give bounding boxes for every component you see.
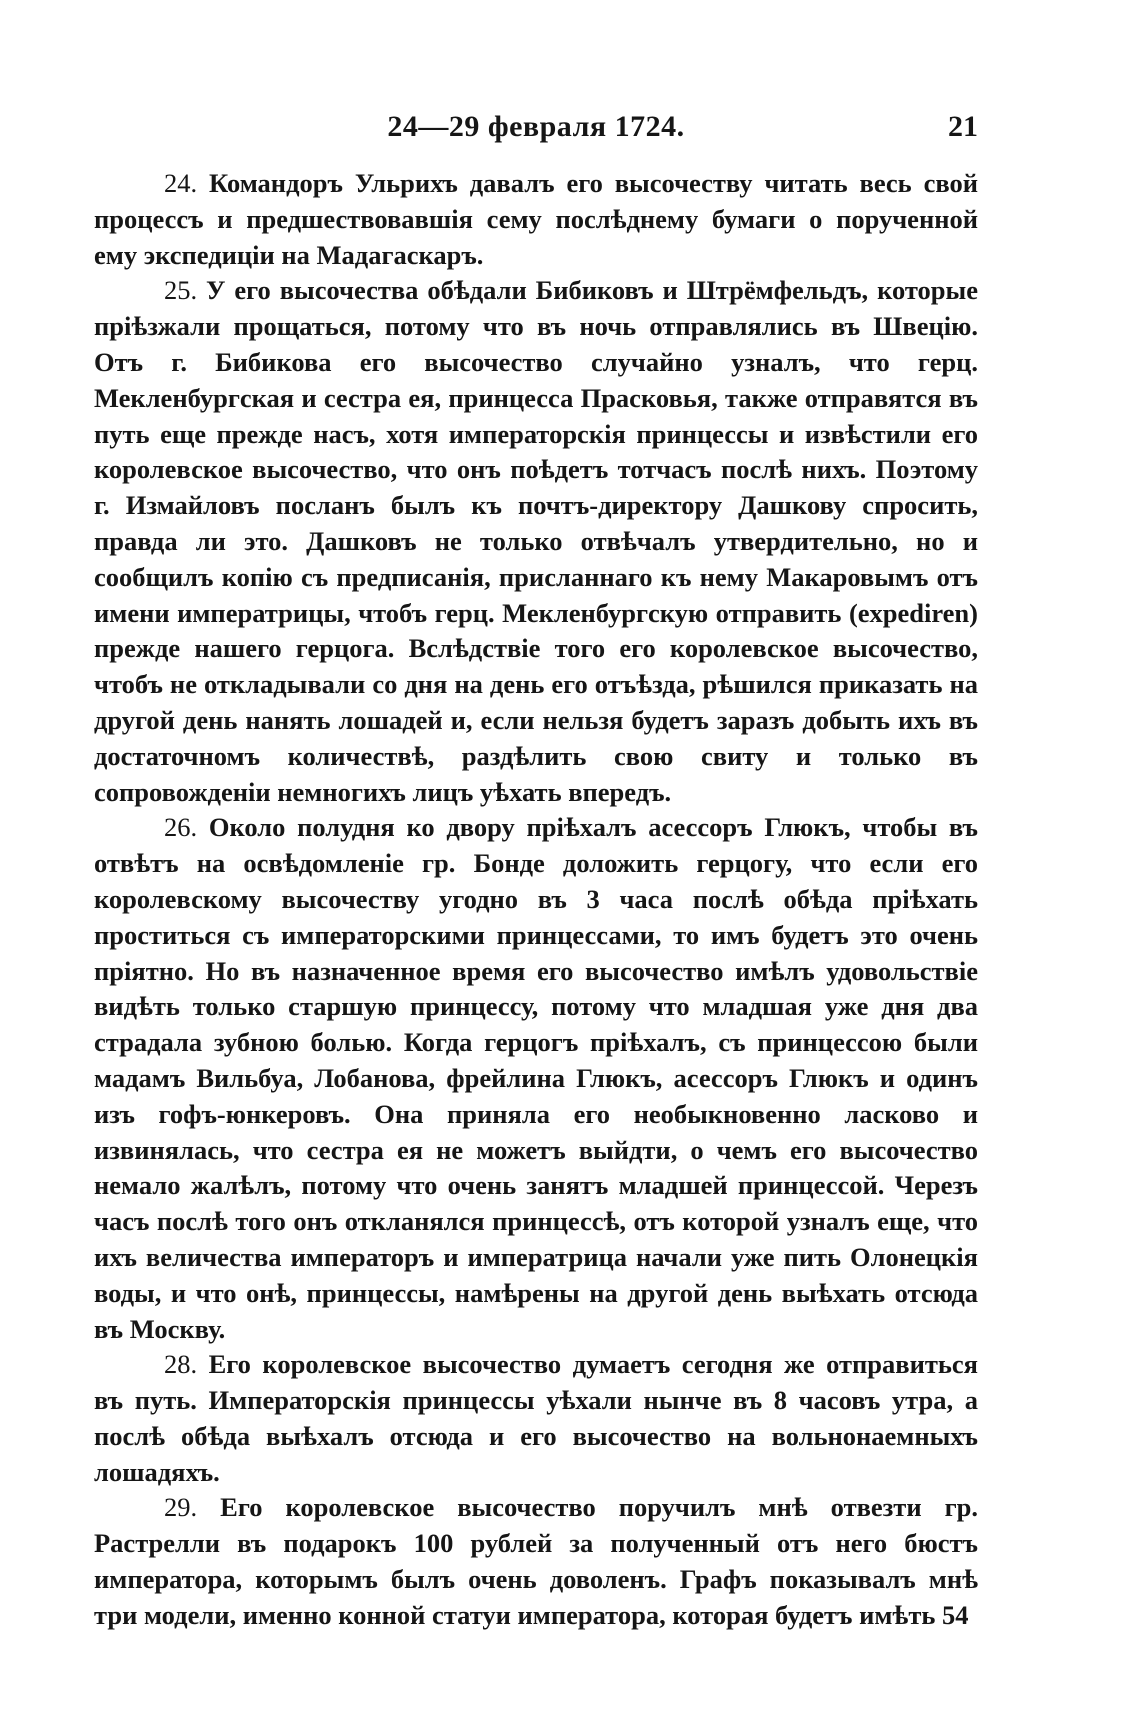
entry-text: У его высочества обѣдали Бибиковъ и Штрёмфельдъ, которые пріѣзжали прощаться, потому что въ ночь отправлялись въ Швецію. Отъ г. Бибикова его высочество случайно узналъ, что герц. Мекленбургская и сестра ея, принцесса Прасковья, также отправятся въ путь еще прежде насъ, хотя императорскія принцессы и извѣстили его королевское высочество, что онъ поѣдетъ тотчасъ послѣ нихъ. Поэтому г. Измайловъ посланъ былъ къ почтъ-директору Дашкову спросить, правда ли это. Дашковъ не только отвѣчалъ утвердительно, но и сообщилъ копію съ предписанія, присланнаго къ нему Макаровымъ отъ имени императрицы, чтобъ герц. Мекленбургскую отправить (expediren) прежде нашего герцога. Вслѣдствіе того его королевское высочество, чтобъ не откладывали со дня на день его отъѣзда, рѣшился приказать на другой день нанять лошадей и, если нельзя будетъ заразъ добыть ихъ въ достаточномъ количествѣ, раздѣлить свою свиту и только въ сопровожденіи немногихъ лицъ уѣхать впередъ. — [94, 275, 978, 807]
diary-entry-24 — [94, 166, 978, 273]
entry-number: 28. — [164, 1349, 198, 1380]
entry-number: 25. — [164, 275, 198, 306]
entry-text: Командоръ Ульрихъ давалъ его высочеству читать весь свой процессъ и предшествовавшія сему послѣднему бумаги о порученной ему экспедиціи на Мадагаскаръ. — [94, 168, 979, 270]
header-title: 24—29 февраля 1724. — [387, 110, 685, 143]
entry-text: Около полудня ко двору пріѣхалъ асессоръ Глюкъ, чтобы въ отвѣтъ на освѣдомленіе гр. Бонде доложить герцогу, что если его королевскому высочеству угодно въ 3 часа послѣ обѣда пріѣхать проститься съ императорскими принцессами, то имъ будетъ это очень пріятно. Но въ назначенное время его высочество имѣлъ удовольствіе видѣть только старшую принцессу, потому что младшая уже дня два страдала зубною болью. Когда герцогъ пріѣхалъ, съ принцессою были мадамъ Вильбуа, Лобанова, фрейлина Глюкъ, асессоръ Глюкъ и одинъ изъ гофъ-юнкеровъ. Она приняла его необыкновенно ласково и извинялась, что сестра ея не можетъ выйдти, о чемъ его высочество немало жалѣлъ, потому что очень занятъ младшей принцессой. Черезъ часъ послѣ того онъ откланялся принцессѣ, отъ которой узналъ еще, что ихъ величества императоръ и императрица начали уже пить Олонецкія воды, и что онѣ, принцессы, намѣрены на другой день выѣхать отсюда въ Москву. — [94, 812, 978, 1344]
body-text — [94, 166, 978, 1634]
entry-text: Его королевское высочество поручилъ мнѣ отвезти гр. Растрелли въ подарокъ 100 рублей за полученный отъ него бюстъ императора, которымъ былъ очень доволенъ. Графъ показывалъ мнѣ три модели, именно конной статуи императора, которая будетъ имѣть 54 — [94, 1492, 978, 1630]
entry-number: 24. — [164, 168, 198, 198]
diary-entry-26 — [94, 810, 978, 1347]
running-header — [94, 110, 978, 150]
diary-entry-29 — [94, 1490, 978, 1633]
entry-text: Его королевское высочество думаетъ сегодня же отправиться въ путь. Императорскія принцессы уѣхали нынче въ 8 часовъ утра, а послѣ обѣда выѣхалъ отсюда и его высочество на вольнонаемныхъ лошадяхъ. — [94, 1349, 979, 1487]
diary-entry-28 — [94, 1347, 978, 1490]
page-number: 21 — [948, 110, 978, 143]
entry-number: 26. — [164, 812, 198, 843]
entry-number: 29. — [164, 1492, 198, 1523]
diary-entry-25 — [94, 273, 978, 810]
